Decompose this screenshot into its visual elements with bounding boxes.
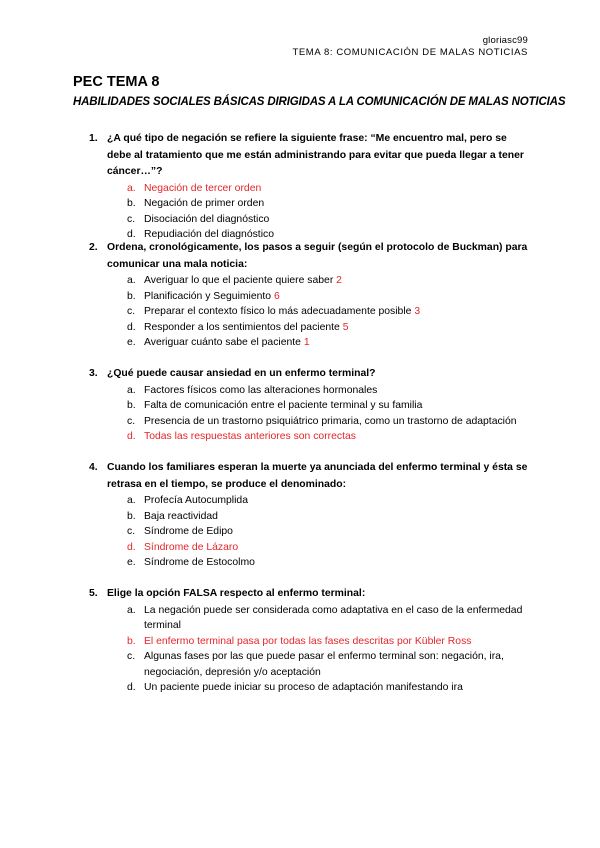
option-label: Preparar el contexto físico lo más adecuadamente posible (144, 306, 412, 318)
option-label: Planificación y Seguimiento (144, 290, 272, 302)
option-letter: a. (127, 275, 136, 286)
option-letter: c. (127, 213, 136, 225)
option-text: Síndrome de Edipo (144, 526, 233, 538)
question-text: Cuando los familiares esperan la muerte ya anunciada del enfermo terminal y ésta se retrasa en el tiempo, se produce el denominado: (107, 462, 528, 490)
option-letter: e. (127, 557, 136, 569)
question-text: ¿Qué puede causar ansiedad en un enfermo terminal? (107, 368, 376, 379)
option-b (89, 196, 529, 212)
option-text: Falta de comunicación entre el paciente terminal y su familia (144, 400, 423, 412)
options-list (89, 273, 529, 351)
order-number: 2 (336, 275, 342, 286)
option-letter: a. (127, 495, 136, 506)
option-text: La negación puede ser considerada como adaptativa en el caso de la enfermedad terminal (144, 604, 523, 632)
option-letter: a. (127, 182, 136, 194)
option-text: Disociación del diagnóstico (144, 213, 270, 225)
option-label: Averiguar lo que el paciente quiere saber (144, 275, 334, 286)
option-d (89, 540, 529, 556)
order-number: 3 (414, 306, 421, 318)
option-b (89, 398, 529, 414)
option-letter: d. (127, 431, 136, 443)
question-number: 5. (89, 588, 98, 599)
option-c (89, 304, 529, 320)
option-letter: c. (127, 306, 136, 318)
option-text (144, 304, 529, 320)
option-text: El enfermo terminal pasa por todas las fases descritas por Kübler Ross (144, 635, 472, 647)
question-text: Elige la opción FALSA respecto al enfermo terminal: (107, 588, 366, 599)
option-letter: d. (127, 682, 136, 694)
option-text: Profecía Autocumplida (144, 495, 248, 506)
option-a (89, 493, 529, 509)
order-number: 5 (342, 321, 349, 333)
option-text: Repudiación del diagnóstico (144, 229, 274, 241)
option-letter: b. (127, 510, 136, 522)
option-a (89, 273, 529, 289)
question-4 (89, 460, 529, 571)
options-list (89, 181, 529, 243)
question-1 (89, 131, 529, 243)
option-label: Averiguar cuánto sabe el paciente (144, 337, 301, 349)
option-letter: b. (127, 290, 136, 302)
option-letter: a. (127, 604, 136, 616)
option-letter: c. (127, 526, 136, 538)
question-number: 3. (89, 368, 98, 379)
option-letter: b. (127, 400, 136, 412)
question-2 (89, 240, 529, 351)
question-number: 4. (89, 462, 98, 473)
order-number: 1 (303, 337, 310, 349)
option-text (144, 273, 529, 289)
question-3 (89, 366, 529, 445)
option-letter: b. (127, 198, 136, 210)
option-a (89, 181, 529, 197)
option-text: Síndrome de Lázaro (144, 541, 239, 553)
option-text: Algunas fases por las que puede pasar el enfermo terminal son: negación, ira, negociación, depresión y/o aceptación (144, 651, 504, 678)
option-c (89, 649, 529, 680)
option-a (89, 603, 529, 634)
option-b (89, 289, 529, 305)
option-letter: d. (127, 541, 136, 553)
option-c (89, 524, 529, 540)
option-c (89, 414, 529, 430)
option-letter: e. (127, 337, 136, 349)
header-username: gloriasc99 (482, 35, 528, 46)
options-list (89, 383, 529, 445)
option-letter: c. (127, 651, 136, 663)
option-text: Un paciente puede iniciar su proceso de adaptación manifestando ira (144, 682, 463, 694)
option-text (144, 335, 529, 351)
option-text (144, 320, 529, 336)
option-text: Presencia de un trastorno psiquiátrico primaria, como un trastorno de adaptación (144, 415, 517, 427)
option-b (89, 634, 529, 650)
option-text (144, 289, 529, 305)
option-d (89, 429, 529, 445)
question-text: ¿A qué tipo de negación se refiere la siguiente frase: “Me encuentro mal, pero se debe al tratamiento que me están administrando para evitar que pueda llegar a tener cáncer…”? (107, 133, 524, 177)
options-list (89, 603, 529, 697)
option-letter: a. (127, 384, 136, 396)
question-5 (89, 586, 529, 696)
option-text: Negación de primer orden (144, 198, 265, 210)
option-letter: d. (127, 229, 136, 241)
question-number: 2. (89, 242, 98, 253)
header-topic: TEMA 8: COMUNICACIÓN DE MALAS NOTICIAS (292, 47, 528, 58)
option-e (89, 555, 529, 571)
option-a (89, 383, 529, 399)
option-d (89, 680, 529, 696)
option-text: Todas las respuestas anteriores son correctas (144, 431, 356, 443)
option-label: Responder a los sentimientos del paciente (144, 321, 340, 333)
option-b (89, 509, 529, 525)
option-letter: d. (127, 321, 136, 333)
question-text: Ordena, cronológicamente, los pasos a seguir (según el protocolo de Buckman) para comunicar una mala noticia: (107, 242, 528, 270)
option-c (89, 212, 529, 228)
document-subtitle: HABILIDADES SOCIALES BÁSICAS DIRIGIDAS A LA COMUNICACIÓN DE MALAS NOTICIAS (73, 96, 566, 108)
question-number: 1. (89, 133, 98, 144)
option-text: Síndrome de Estocolmo (144, 557, 255, 569)
option-d (89, 320, 529, 336)
option-letter: c. (127, 415, 136, 427)
option-letter: b. (127, 635, 136, 647)
options-list (89, 493, 529, 571)
document-title: PEC TEMA 8 (73, 74, 160, 90)
order-number: 6 (273, 290, 280, 302)
option-text: Negación de tercer orden (144, 182, 262, 194)
option-text: Baja reactividad (144, 510, 218, 522)
option-text: Factores físicos como las alteraciones hormonales (144, 384, 378, 396)
option-e (89, 335, 529, 351)
